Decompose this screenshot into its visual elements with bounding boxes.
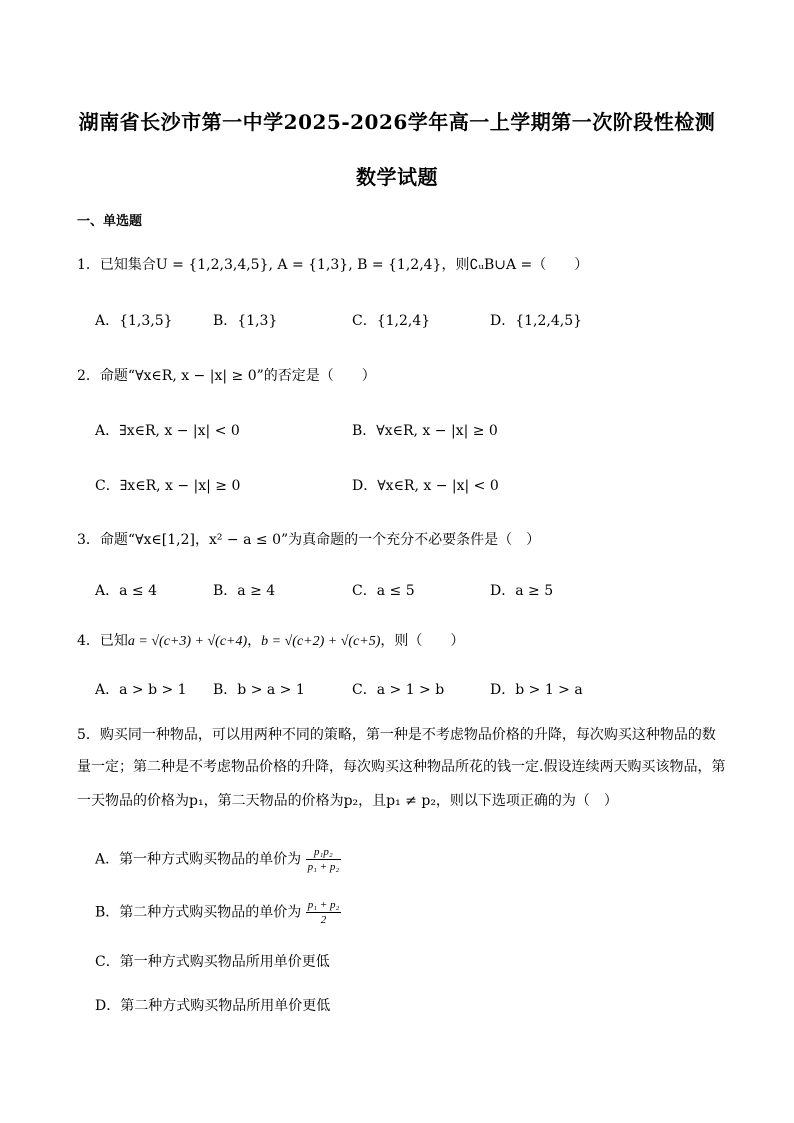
question-2-option-c: C．∃x∈R, x − |x| ≥ 0	[95, 478, 241, 494]
question-4-suffix: ，则（ ）	[380, 633, 465, 649]
question-1-option-c: C．{1,2,4}	[352, 313, 431, 329]
question-1-option-d: D．{1,2,4,5}	[490, 313, 583, 329]
question-2-option-b: B．∀x∈R, x − |x| ≥ 0	[352, 423, 498, 439]
question-4-expr-a: a = √(c+3) + √(c+4)	[127, 634, 248, 649]
question-2-option-d: D．∀x∈R, x − |x| < 0	[352, 478, 499, 494]
question-4-expr-b: b = √(c+2) + √(c+5)	[261, 634, 381, 649]
document-subtitle: 数学试题	[356, 165, 438, 189]
question-3-stem: 3．命题“∀x∈[1,2]，x² − a ≤ 0”为真命题的一个充分不必要条件是（ ）	[77, 532, 541, 548]
question-1-option-a: A．{1,3,5}	[95, 313, 173, 329]
question-3-option-a: A．a ≤ 4	[95, 583, 157, 599]
question-4-option-c: C．a > 1 > b	[352, 682, 445, 698]
section-heading: 一、单选题	[77, 214, 143, 229]
question-5-option-a	[95, 845, 341, 874]
question-2-stem: 2．命题“∀x∈R, x − |x| ≥ 0”的否定是（ ）	[77, 368, 376, 384]
question-4-option-d: D．b > 1 > a	[490, 682, 583, 698]
question-5-stem-line-2: 量一定；第二种是不考虑物品价格的升降，每次购买这种物品所花的钱一定.假设连续两天购买该物品，第	[77, 759, 726, 775]
question-5-option-d: D．第二种方式购买物品所用单价更低	[95, 998, 331, 1014]
question-4-prefix: 4．已知	[77, 633, 128, 649]
question-4-separator: ，	[247, 633, 262, 649]
question-5-option-b-fraction	[306, 898, 342, 927]
question-5-option-b-numerator: p₁ + p₂	[307, 899, 340, 911]
question-4-option-b: B．b > a > 1	[213, 682, 305, 698]
document-title: 湖南省长沙市第一中学2025-2026学年高一上学期第一次阶段性检测	[78, 110, 716, 134]
question-5-option-b	[95, 898, 341, 927]
question-2-option-a: A．∃x∈R, x − |x| < 0	[95, 423, 240, 439]
question-5-option-a-denominator: p₁ + p₂	[307, 861, 340, 873]
question-3-option-d: D．a ≥ 5	[490, 583, 554, 599]
question-1-option-b: B．{1,3}	[213, 313, 278, 329]
question-5-option-c: C．第一种方式购买物品所用单价更低	[95, 954, 330, 970]
question-1-stem: 1．已知集合U = {1,2,3,4,5}, A = {1,3}, B = {1,2,4}，则∁ᵤB∪A =（ ）	[77, 257, 589, 273]
question-5-option-a-label: A．第一种方式购买物品的单价为	[95, 851, 302, 868]
question-5-option-a-fraction	[306, 845, 342, 874]
question-5-option-b-denominator: 2	[320, 914, 327, 926]
question-5-option-a-numerator: p₁p₂	[306, 845, 342, 860]
question-3-option-c: C．a ≤ 5	[352, 583, 415, 599]
question-3-option-b: B．a ≥ 4	[213, 583, 276, 599]
question-4-option-a: A．a > b > 1	[95, 682, 187, 698]
question-4-stem	[77, 630, 464, 650]
question-5-stem-line-1: 5．购买同一种物品，可以用两种不同的策略，第一种是不考虑物品价格的升降，每次购买这种物品的数	[77, 727, 716, 743]
question-5-stem-line-3: 一天物品的价格为p₁，第二天物品的价格为p₂，且p₁ ≠ p₂，则以下选项正确的为（ ）	[77, 793, 618, 809]
question-5-option-b-label: B．第二种方式购买物品的单价为	[95, 904, 302, 921]
